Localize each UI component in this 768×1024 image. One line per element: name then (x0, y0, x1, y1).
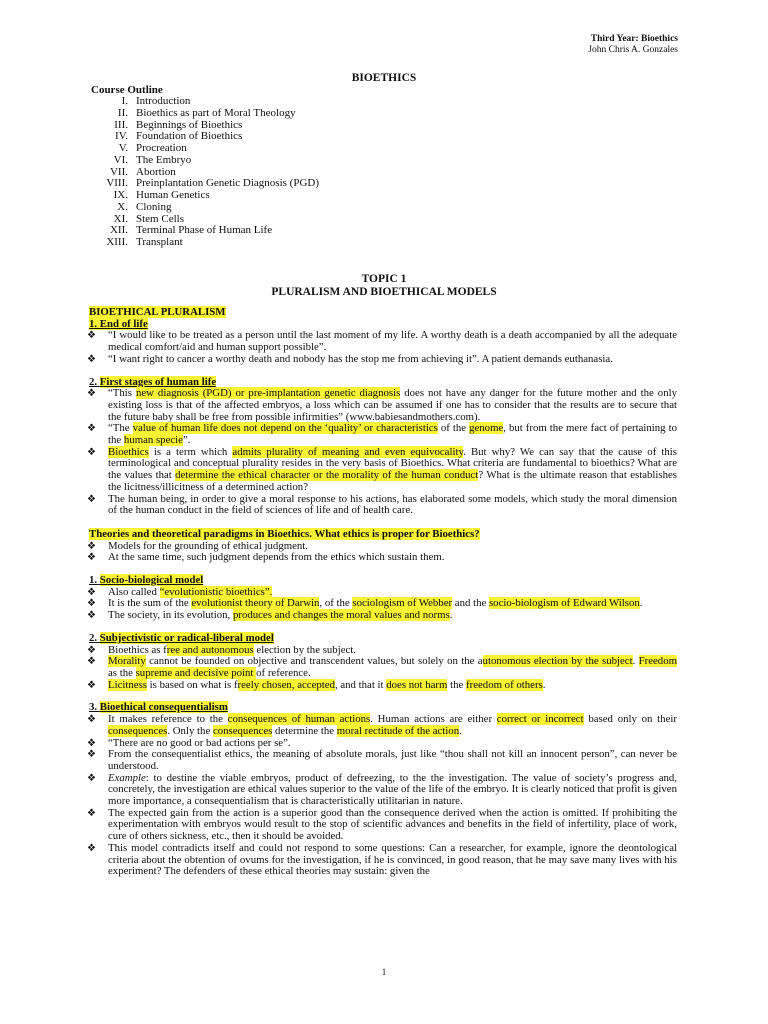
text-run: is a term which (148, 445, 233, 458)
bullet-item (89, 808, 677, 843)
topic-number: TOPIC 1 (361, 273, 407, 285)
outline-item (84, 143, 319, 155)
outline-item-number: IX. (113, 189, 128, 201)
diamond-bullet-icon: ❖ (87, 330, 96, 342)
text-run: Bioethics as f (108, 643, 167, 656)
outline-item-label: Transplant (136, 236, 183, 248)
highlighted-text: 1. End of life (89, 317, 148, 330)
text-run: . (632, 655, 639, 668)
outline-item-label: Foundation of Bioethics (136, 130, 243, 143)
text-run: based only on their (583, 713, 677, 726)
outline-item (84, 190, 319, 202)
text-run: The expected gain from the action is a superior good than the consequence derived when the action is omitted. If prohibiting the experimentation with embryos would result to the stop of scientific advances and benefits in the field of infertility, place of work, cure of others sickness, etc., then it should be avoided. (108, 806, 677, 843)
bullet-item (89, 680, 677, 692)
highlighted-text: ree and autonomous (166, 643, 254, 656)
outline-item-number: V. (118, 142, 128, 154)
text-run: election by the subject. (253, 643, 356, 656)
page-header (588, 34, 678, 56)
diamond-bullet-icon: ❖ (87, 493, 96, 505)
text-run: , and that it (334, 678, 387, 691)
highlighted-text: sociologism of Webber (352, 597, 453, 610)
page-number: 1 (381, 967, 387, 977)
text-run: of reference. (256, 666, 311, 679)
outline-item-label: The Embryo (136, 153, 192, 166)
highlighted-text: supreme and decisive point (135, 666, 257, 679)
diamond-bullet-icon: ❖ (87, 540, 96, 552)
bullet-item (89, 494, 677, 517)
course-outline-list (84, 96, 319, 249)
text-run: “This (108, 387, 136, 400)
outline-item-number: VI. (113, 153, 128, 166)
text-run: . (459, 724, 462, 737)
course-outline-heading: Course Outline (91, 84, 163, 96)
text-run: 2. (89, 631, 100, 644)
diamond-bullet-icon: ❖ (87, 353, 96, 365)
text-run: 2. (89, 375, 100, 388)
bullet-item (89, 773, 677, 808)
bullet-item (89, 843, 677, 878)
text-run: At the same time, such judgment depends from the ethics which sustain them. (108, 551, 445, 564)
highlighted-text: moral rectitude of the action (336, 724, 460, 737)
outline-item-label: Human Genetics (136, 189, 210, 201)
outline-item-label: Cloning (136, 200, 172, 213)
document-body (89, 307, 677, 878)
highlighted-text: Socio-biological model (99, 574, 204, 587)
text-run: It is the sum of the (108, 597, 192, 610)
outline-item-number: XI. (113, 212, 128, 225)
highlighted-text: evolutionist theory of Darwin (191, 597, 320, 610)
outline-item (84, 202, 319, 214)
text-run: Also called (108, 585, 160, 598)
text-run: . But why? We can say that the cause of this terminological and conceptual plurality resides in the very basis of Bioethics. What criteria are fundamental to bioethics? What are the values that (108, 445, 677, 482)
outline-item-label: Procreation (136, 142, 187, 154)
text-run: as the (108, 666, 136, 679)
text-run: “I would like to be treated as a person until the last moment of my life. A worthy death is a death accompanied by all the adequate medical comfort/aid and human support possible”. (108, 329, 677, 354)
outline-item-number: III. (114, 118, 128, 131)
text-run: does not have any danger for the future mother and the only existing loss is that of the affected embryos, a loss which can be assumed if one has to consider that the results are to secure that the future baby shall be free from possible infirmities” (www.babiesandmothers.com). (108, 387, 677, 423)
text-run: The human being, in order to give a moral response to his actions, has elaborated some models, which study the moral dimension of the human conduct in the field of sciences of life and of health care. (108, 492, 677, 517)
text-run: This model contradicts itself and could not respond to some questions: Can a researcher, for example, ignore the deontological criteria about the obtention of ovums for the investigation, if he is convinced, in good reason, that he may save many lives with his experiment? The defenders of these ethical theories may sustain: given the (108, 841, 677, 878)
diamond-bullet-icon: ❖ (87, 388, 96, 400)
diamond-bullet-icon: ❖ (87, 552, 96, 564)
text-run: cannot be founded on objective and transcendent values, but solely on the a (145, 655, 483, 668)
highlighted-text: new diagnosis (PGD) or pre-implantation genetic diagnosis (135, 387, 401, 400)
text-run: , of the (319, 597, 353, 610)
bullet-item (89, 749, 677, 772)
text-run: of the (437, 422, 470, 435)
outline-item-number: XIII. (106, 236, 128, 248)
highlighted-text: consequences of human actions (227, 713, 371, 726)
text-run: “The (108, 422, 133, 435)
text-run: the (447, 678, 467, 691)
highlighted-text: Bioethics (108, 445, 149, 458)
text-run: “I want right to cancer a worthy death and nobody has the stop me from achieving it”. A patient demands euthanasia. (108, 352, 613, 365)
highlighted-text: does not harm (386, 678, 448, 691)
outline-item-number: X. (117, 200, 128, 213)
highlighted-text: Bioethical consequentialism (99, 701, 228, 714)
highlighted-text: Theories and theoretical paradigms in Bioethics. What ethics is proper for Bioethics? (89, 527, 480, 540)
highlighted-text: Licitness (108, 678, 147, 691)
highlighted-text: determine the ethical character or the morality of the human conduct (175, 469, 479, 482)
diamond-bullet-icon: ❖ (87, 772, 96, 784)
text-run: From the consequentialist ethics, the meaning of absolute morals, just like “thou shall not kill an innocent person”, can never be understood. (108, 748, 677, 772)
highlighted-text: BIOETHICAL PLURALISM (89, 306, 226, 318)
highlighted-text: consequences (108, 724, 168, 737)
highlighted-text: Freedom (638, 655, 678, 668)
bullet-item (89, 714, 677, 737)
section-heading (89, 307, 677, 319)
text-run: ”. (182, 434, 191, 447)
diamond-bullet-icon: ❖ (87, 656, 96, 668)
highlighted-text: value of human life does not depend on the ‘quality’ or characteristics (132, 422, 438, 435)
highlighted-text: socio-biologism of Edward Wilson (488, 597, 640, 610)
diamond-bullet-icon: ❖ (87, 749, 96, 761)
outline-item-label: Bioethics as part of Moral Theology (136, 106, 296, 119)
highlighted-text: freedom of others (466, 678, 543, 691)
header-author: John Chris A. Gonzales (588, 45, 678, 55)
bullet-item (89, 552, 677, 564)
bullet-item (89, 388, 677, 423)
text-run: Example (108, 771, 146, 784)
diamond-bullet-icon: ❖ (87, 598, 96, 610)
highlighted-text: produces and changes the moral values and norms (232, 609, 450, 622)
diamond-bullet-icon: ❖ (87, 679, 96, 691)
text-run: . (542, 678, 546, 691)
highlighted-text: human specie (123, 434, 183, 447)
section-heading (89, 633, 677, 645)
highlighted-text: Subjectivistic or radical-liberal model (99, 631, 274, 644)
outline-item-number: XII. (109, 224, 128, 237)
outline-item-number: VIII. (106, 177, 128, 190)
topic-title: PLURALISM AND BIOETHICAL MODELS (271, 286, 497, 298)
document-title: BIOETHICS (351, 72, 417, 84)
text-run: 1. (89, 574, 100, 587)
highlighted-text: consequences (212, 724, 273, 737)
diamond-bullet-icon: ❖ (87, 842, 96, 854)
header-course: Third Year: Bioethics (590, 34, 678, 44)
diamond-bullet-icon: ❖ (87, 446, 96, 458)
text-run: It makes reference to the (108, 713, 228, 726)
text-run: 3. (89, 701, 100, 714)
diamond-bullet-icon: ❖ (87, 586, 96, 598)
outline-item-label: Stem Cells (136, 212, 184, 225)
diamond-bullet-icon: ❖ (87, 423, 96, 435)
bullet-item (89, 330, 677, 353)
diamond-bullet-icon: ❖ (87, 737, 96, 749)
text-run: ? What is the ultimate reason that establishes the licitness/illicitness of a determined action? (108, 469, 678, 493)
outline-item-label: Preinplantation Genetic Diagnosis (PGD) (136, 177, 319, 190)
text-run: Models for the grounding of ethical judgment. (108, 539, 309, 552)
text-run: The society, in its evolution, (108, 609, 233, 622)
text-run: and the (452, 597, 489, 610)
highlighted-text: admits plurality of meaning and even equivocality (232, 445, 464, 458)
text-run: : to destine the viable embryos, product of defreezing, to the the investigation. The value of society’s progress and, concretely, the investigation are ethical values superior to the value of the life of the embryo. It is clearly noticed that profit is given more importance, a consequentialism that is characteristically utilitarian in nature. (108, 771, 677, 808)
bullet-item (89, 447, 677, 494)
outline-item-number: IV. (115, 130, 128, 143)
text-run: . (449, 609, 453, 622)
diamond-bullet-icon: ❖ (87, 644, 96, 656)
outline-item (84, 237, 319, 249)
outline-item-label: Abortion (136, 165, 176, 178)
highlighted-text: genome (469, 422, 504, 435)
outline-item-number: VII. (109, 165, 128, 178)
highlighted-text: reely chosen, accepted (237, 678, 335, 691)
section-heading (89, 575, 677, 587)
text-run: “There are no good or bad actions per se”. (108, 736, 291, 749)
outline-item-label: Beginnings of Bioethics (136, 118, 243, 131)
bullet-item (89, 354, 677, 366)
outline-item (84, 96, 319, 108)
highlighted-text: correct or incorrect (496, 713, 584, 726)
outline-item-label: Terminal Phase of Human Life (136, 224, 273, 237)
highlighted-text: Morality (108, 655, 146, 668)
text-run: . Human actions are either (370, 713, 497, 726)
text-run: determine the (272, 724, 337, 737)
diamond-bullet-icon: ❖ (87, 610, 96, 622)
text-run: . Only the (167, 724, 213, 737)
outline-item-label: Introduction (136, 95, 191, 107)
highlighted-text: utonomous election by the subject (482, 655, 633, 668)
outline-item (84, 155, 319, 167)
highlighted-text: “evolutionistic bioethics”. (159, 585, 273, 598)
diamond-bullet-icon: ❖ (87, 714, 96, 726)
bullet-item (89, 656, 677, 679)
diamond-bullet-icon: ❖ (87, 807, 96, 819)
bullet-item (89, 423, 677, 446)
highlighted-text: First stages of human life (99, 375, 217, 388)
text-run: is based on what is f (146, 678, 238, 691)
bullet-item (89, 610, 677, 622)
text-run: , but from the mere fact of pertaining to the (108, 422, 677, 447)
outline-item-number: I. (121, 95, 128, 107)
outline-item (84, 108, 319, 120)
text-run: . (639, 597, 643, 610)
outline-item-number: II. (117, 106, 128, 119)
